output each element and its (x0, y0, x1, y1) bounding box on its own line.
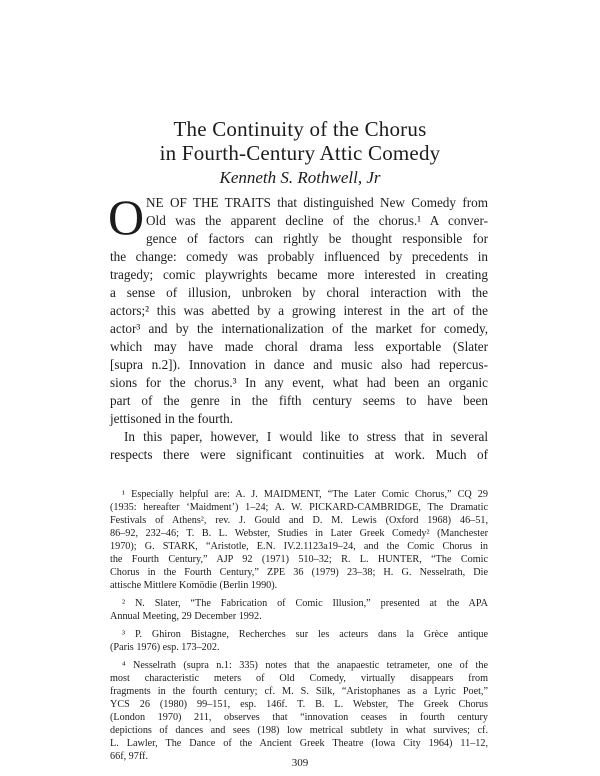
footnote-line: fragments in the fourth century; cf. M. S. Silk, “Aristophanes as a Lyric Poet,” (110, 686, 488, 697)
footnote-line: ² N. Slater, “The Fabrication of Comic Illusion,” presented at the APA (122, 598, 488, 609)
body-line: [supra n.2]). Innovation in dance and music also had repercus- (110, 357, 488, 372)
footnote-line: ⁴ Nesselrath (supra n.1: 335) notes that the anapaestic tetrameter, one of the (122, 660, 488, 671)
footnote-line: the Fourth Century,” AJP 92 (1971) 510–32; R. L. HUNTER, “The Comic (110, 554, 488, 565)
body-line: tragedy; comic playwrights became more interested in creating (110, 267, 488, 282)
author-byline: Kenneth S. Rothwell, Jr (219, 168, 381, 187)
body-line: sions for the chorus.³ In any event, what had been an organic (110, 375, 488, 390)
footnote-line: 86–92, 232–46; T. B. L. Webster, Studies in Later Greek Comedy² (Manchester (110, 528, 488, 539)
body-line: In this paper, however, I would like to stress that in several (124, 429, 488, 444)
footnote-line: 66f, 97ff. (110, 751, 149, 762)
drop-cap: O (108, 189, 145, 245)
body-line: actors;² this was abetted by a growing interest in the art of the (110, 303, 488, 318)
body-line: respects there were significant continuities at work. Much of (110, 447, 488, 462)
footnote-line: 1970); G. STARK, “Aristotle, E.N. IV.2.1123a19–24, and the Comic Chorus in (110, 541, 488, 552)
footnote-line: Festivals of Athens², rev. J. Gould and D. M. Lewis (Oxford 1968) 46–51, (110, 515, 488, 526)
body-line: the change: comedy was probably influenced by precedents in (110, 249, 488, 264)
body-line: a sense of illusion, unbroken by choral interaction with the (110, 285, 488, 300)
footnote-line: most characteristic meters of Old Comedy, virtually disappears from (110, 673, 488, 684)
footnote-line: depictions of dances and sees (198) low metrical subtlety in what survives; cf. (110, 725, 488, 736)
body-line: gence of factors can rightly be thought responsible for (146, 231, 488, 246)
footnote-line: (London 1970) 211, observes that “innovation ceases in fourth century (110, 712, 488, 723)
footnote-line: (1935: hereafter ‘Maidment’) 1–24; A. W. PICKARD-CAMBRIDGE, The Dramatic (110, 502, 488, 513)
footnote-line: YCS 26 (1980) 99–151, esp. 146f. T. B. L. Webster, The Greek Chorus (110, 699, 488, 710)
footnote-line: (Paris 1976) esp. 173–202. (110, 642, 220, 653)
footnote-line: Annual Meeting, 29 December 1992. (110, 611, 262, 622)
body-line: actor³ and by the internationalization of the market for comedy, (110, 321, 488, 336)
body-line: jettisoned in the fourth. (110, 411, 234, 426)
page-number: 309 (291, 757, 309, 769)
article-title-line-1: The Continuity of the Chorus (173, 117, 427, 141)
body-line: part of the genre in the fifth century seems to have been (110, 393, 488, 408)
footnote-line: ³ P. Ghiron Bistagne, Recherches sur les acteurs dans la Grèce antique (122, 629, 488, 640)
footnote-line: ¹ Especially helpful are: A. J. MAIDMENT, “The Later Comic Chorus,” CQ 29 (122, 489, 488, 500)
body-line: Old was the apparent decline of the chorus.¹ A conver- (146, 213, 488, 228)
body-line: NE OF THE TRAITS that distinguished New Comedy from (146, 195, 488, 210)
footnote-line: L. Lawler, The Dance of the Ancient Greek Theatre (Iowa City 1964) 11–12, (110, 738, 488, 749)
body-line: which may have made choral drama less exportable (Slater (110, 339, 488, 354)
article-title-line-2: in Fourth-Century Attic Comedy (159, 141, 441, 165)
footnote-line: attische Mittlere Komödie (Berlin 1990). (110, 580, 278, 591)
footnote-line: Chorus in the Fourth Century,” ZPE 36 (1979) 23–38; H. G. Nesselrath, Die (110, 567, 488, 578)
